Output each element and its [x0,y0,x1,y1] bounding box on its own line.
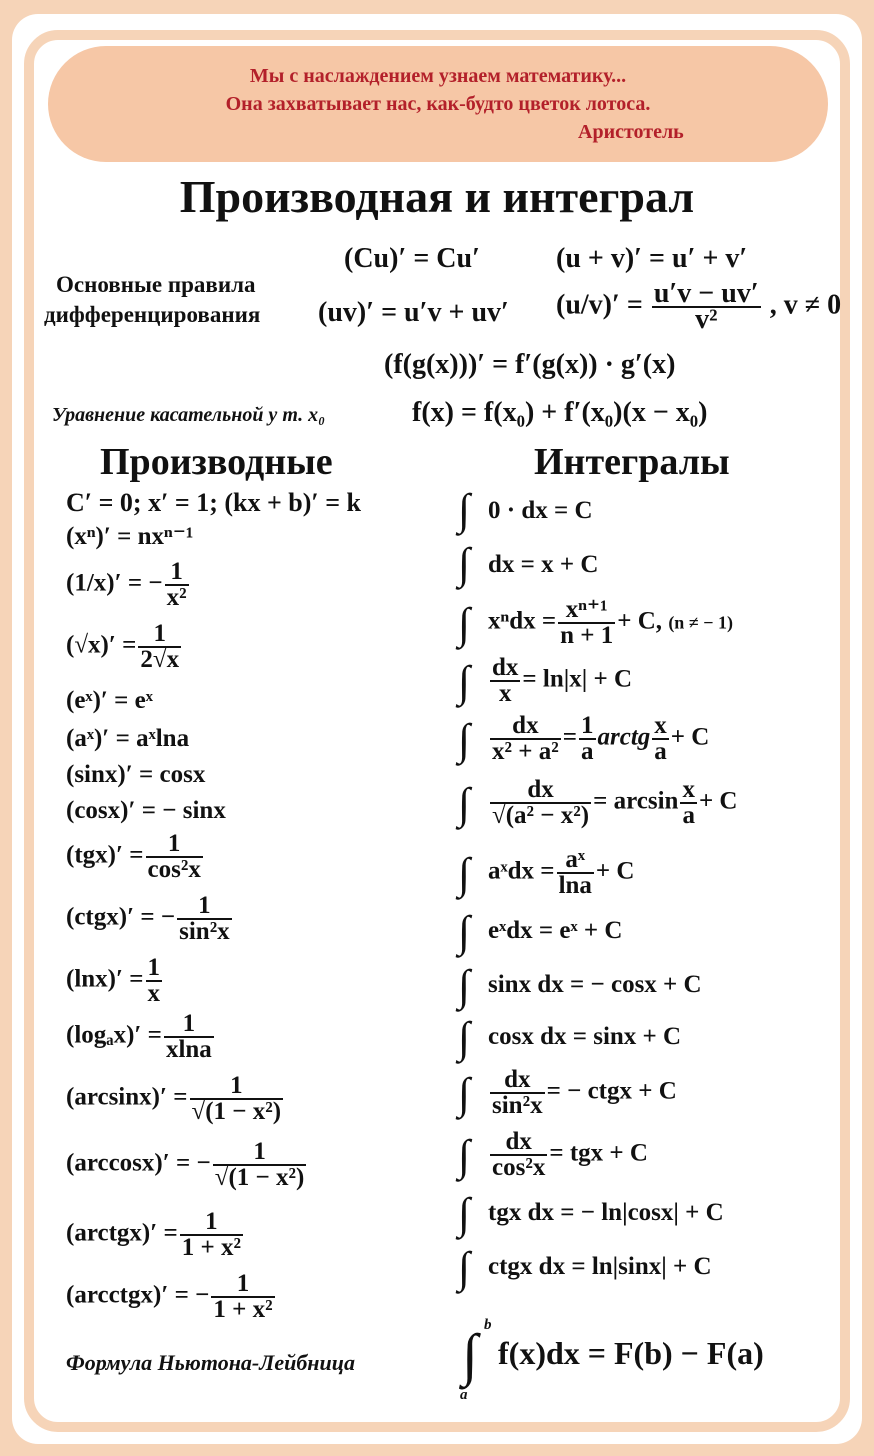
integral-sign: ∫ [458,907,471,956]
derivative-arccos-fraction [213,1140,307,1190]
derivative-log-den: xlna [165,1036,212,1063]
integral-arctg-rhs: + C [670,723,710,751]
derivative-tg-den: cos²x [147,856,201,883]
derivative-reciprocal-lhs: (1/x)′ = − [66,569,163,597]
derivative-ln-den: x [147,980,161,1007]
integral-sin-sq-num: dx [490,1068,545,1094]
integral-arctg-coef [579,714,596,764]
integral-ctg: ctgx dx = ln|sinx| + C [488,1253,712,1280]
derivative-ctg-den: sin²x [179,918,230,945]
derivative-ctg [66,894,234,944]
integral-tg: tgx dx = − ln|cosx| + C [488,1199,724,1226]
derivative-ln [66,956,164,1006]
derivative-sqrt [66,622,183,672]
integral-arcsin-fraction [490,778,591,828]
derivative-log-fraction [164,1012,214,1062]
derivative-sqrt-den: 2√x [140,646,180,673]
rule-quotient [556,278,842,335]
integral-arctg-fraction [490,714,561,764]
rule-const-multiple: (Cu)′ = Cu′ [344,243,480,274]
integral-cos-sq-fraction [490,1130,547,1180]
integral-arcsin [488,778,738,828]
integral-cos-sq-rhs: = tgx + C [549,1139,648,1167]
integral-reciprocal-den: x [498,680,512,707]
integral-exp-a [488,848,634,898]
integral-cos-sq-num: dx [490,1130,547,1156]
newton-leibniz-formula: f(x)dx = F(b) − F(a) [498,1335,764,1371]
integral-sign: ∫ [458,715,471,764]
integral-sin: sinx dx = − cosx + C [488,971,702,998]
integral-arctg-num: dx [490,714,561,740]
integral-sign: ∫ [458,1013,471,1062]
integral-arcsin-rhs: + C [698,787,738,815]
derivative-ctg-lhs: (ctgx)′ = − [66,903,176,931]
derivative-arcctg-num: 1 [211,1272,274,1298]
quote-line-1: Мы с наслаждением узнаем математику... [249,65,627,87]
integral-zero: 0 · dx = C [488,497,593,524]
derivative-tg [66,832,205,882]
integral-sign: ∫ [458,657,471,706]
rule-quotient-fraction [652,278,761,335]
rule-sum: (u + v)′ = u′ + v′ [556,243,748,274]
derivative-cos: (cosx)′ = − sinx [66,797,226,824]
rules-label-line-2: дифференцирования [44,302,261,327]
integral-reciprocal-num: dx [492,654,519,681]
integral-exp-a-num: aˣ [557,848,594,874]
derivative-arcsin-fraction [190,1074,284,1124]
integral-power-fraction [558,598,615,648]
integral-reciprocal-rhs: = ln|x| + C [522,665,633,693]
integral-arctg-den: x² + a² [492,738,559,765]
derivative-ctg-fraction [177,894,232,944]
rule-quotient-denominator: v² [695,304,718,335]
derivative-log-num: 1 [164,1012,214,1038]
rules-label-line-1: Основные правила [56,272,256,297]
integral-sign: ∫ [458,779,471,828]
derivative-sqrt-num: 1 [138,622,181,648]
rule-quotient-condition: , v ≠ 0 [769,289,842,321]
derivative-arccos-den: √(1 − x²) [214,1164,305,1191]
newton-leibniz-label: Формула Ньютона-Лейбница [66,1350,355,1375]
derivative-sqrt-lhs: (√x)′ = [66,631,137,659]
derivative-ln-num: 1 [147,954,161,981]
derivative-arctg-num: 1 [180,1210,243,1236]
integral-arcsin-arg [680,778,697,828]
definite-integral-sign: ∫ [462,1322,478,1387]
integral-exp-a-fraction [557,848,594,898]
derivative-arcctg [66,1272,277,1322]
integral-exp: eˣdx = eˣ + C [488,917,623,944]
integral-reciprocal [488,656,632,706]
integral-sign: ∫ [458,1243,471,1292]
derivative-arctg [66,1210,245,1260]
derivative-arcctg-lhs: (arcctgx)′ = − [66,1281,210,1309]
integral-arctg-arg [652,714,669,764]
integrals-heading: Интегралы [534,441,730,483]
rule-quotient-lhs: (u/v)′ = [556,289,643,321]
integral-arcsin-eq: = arcsin [593,787,679,815]
integral-arctg-func: arctg [597,723,651,751]
derivative-reciprocal [66,560,191,610]
integral-arcsin-arg-den: a [682,802,695,829]
derivative-arcctg-fraction [211,1272,274,1322]
integral-arcsin-arg-num: x [682,776,695,803]
integral-arctg-coef-num: 1 [581,712,594,739]
integral-arctg-arg-num: x [654,712,667,739]
integral-sign: ∫ [458,599,471,648]
derivative-arcsin-lhs: (arcsinx)′ = [66,1083,188,1111]
integral-power-rhs: + C, [617,607,663,635]
integral-cos-sq-den: cos²x [492,1154,546,1181]
derivative-arcsin [66,1074,285,1124]
integral-sin-sq-rhs: = − ctgx + C [546,1077,677,1105]
derivative-sqrt-fraction [138,622,181,672]
integral-power-condition: (n ≠ − 1) [668,612,733,633]
derivative-arctg-den: 1 + x² [181,1234,241,1261]
derivative-arccos-num: 1 [213,1140,307,1166]
derivatives-heading: Производные [100,441,333,483]
derivative-sin: (sinx)′ = cosx [66,761,206,788]
integral-exp-a-rhs: + C [595,857,635,885]
derivative-reciprocal-den: x² [166,584,187,611]
derivative-constants: C′ = 0; x′ = 1; (kx + b)′ = k [66,488,361,517]
derivative-arctg-fraction [180,1210,243,1260]
tangent-label: Уравнение касательной у т. x₀ [52,404,326,426]
derivative-power: (xⁿ)′ = nxⁿ⁻¹ [66,523,194,550]
rule-chain: (f(g(x)))′ = f′(g(x)) · g′(x) [384,349,676,380]
integral-sin-sq-den: sin²x [492,1092,543,1119]
lower-limit: a [460,1387,468,1403]
integral-exp-a-den: lna [558,872,592,899]
integral-cos: cosx dx = sinx + C [488,1023,682,1050]
derivative-tg-fraction [146,832,203,882]
integral-exp-a-lhs: aˣdx = [488,857,555,885]
tangent-formula: f(x) = f(x₀) + f′(x₀)(x − x₀) [412,397,708,428]
derivative-reciprocal-fraction [165,560,189,610]
integral-arctg-eq: = [562,723,577,751]
integral-power-den: n + 1 [560,622,614,649]
rule-product: (uv)′ = u′v + uv′ [318,297,509,328]
derivative-arcsin-den: √(1 − x²) [191,1098,282,1125]
derivative-tg-lhs: (tgx)′ = [66,841,144,869]
derivative-arctg-lhs: (arctgx)′ = [66,1219,178,1247]
integral-arctg-coef-den: a [581,738,594,765]
upper-limit: b [484,1317,492,1333]
derivative-arcsin-num: 1 [190,1074,284,1100]
integral-power [488,598,733,648]
derivative-reciprocal-num: 1 [165,560,189,586]
quote-line-2: Она захватывает нас, как-будто цветок лотоса. [225,93,651,115]
integral-sign: ∫ [458,1069,471,1118]
integral-sign: ∫ [458,1131,471,1180]
integral-arctg-arg-den: a [654,738,667,765]
quote-banner [48,46,828,162]
derivative-exp-a: (aˣ)′ = aˣlna [66,725,190,752]
derivative-ln-lhs: (lnx)′ = [66,965,144,993]
page-title: Производная и интеграл [179,171,695,222]
derivative-ctg-num: 1 [177,894,232,920]
derivative-arccos-lhs: (arccosx)′ = − [66,1149,211,1177]
integral-sin-sq [488,1068,677,1118]
integral-reciprocal-fraction [490,656,520,706]
integral-sin-sq-fraction [490,1068,545,1118]
integral-arctg [488,714,709,764]
integral-sign: ∫ [458,485,471,534]
quote-author: Аристотель [578,121,684,143]
rule-quotient-numerator: u′v − uv′ [653,278,759,309]
integral-arcsin-den: √(a² − x²) [492,802,590,829]
integral-sign: ∫ [458,539,471,588]
derivative-exp: (eˣ)′ = eˣ [66,687,153,714]
derivative-arccos [66,1140,308,1190]
integral-sign: ∫ [458,961,471,1010]
derivative-log-lhs: (logₐx)′ = [66,1021,162,1049]
integral-cos-sq [488,1130,648,1180]
derivative-arcctg-den: 1 + x² [213,1296,273,1323]
derivative-ln-fraction [146,956,163,1006]
integral-arcsin-num: dx [490,778,591,804]
integral-power-lhs: xⁿdx = [488,607,557,635]
derivative-tg-num: 1 [146,832,203,858]
integral-power-num: xⁿ⁺¹ [558,598,615,624]
integral-sign: ∫ [458,1189,471,1238]
derivative-log [66,1012,216,1062]
integral-sign: ∫ [458,849,471,898]
integral-one: dx = x + C [488,551,599,578]
